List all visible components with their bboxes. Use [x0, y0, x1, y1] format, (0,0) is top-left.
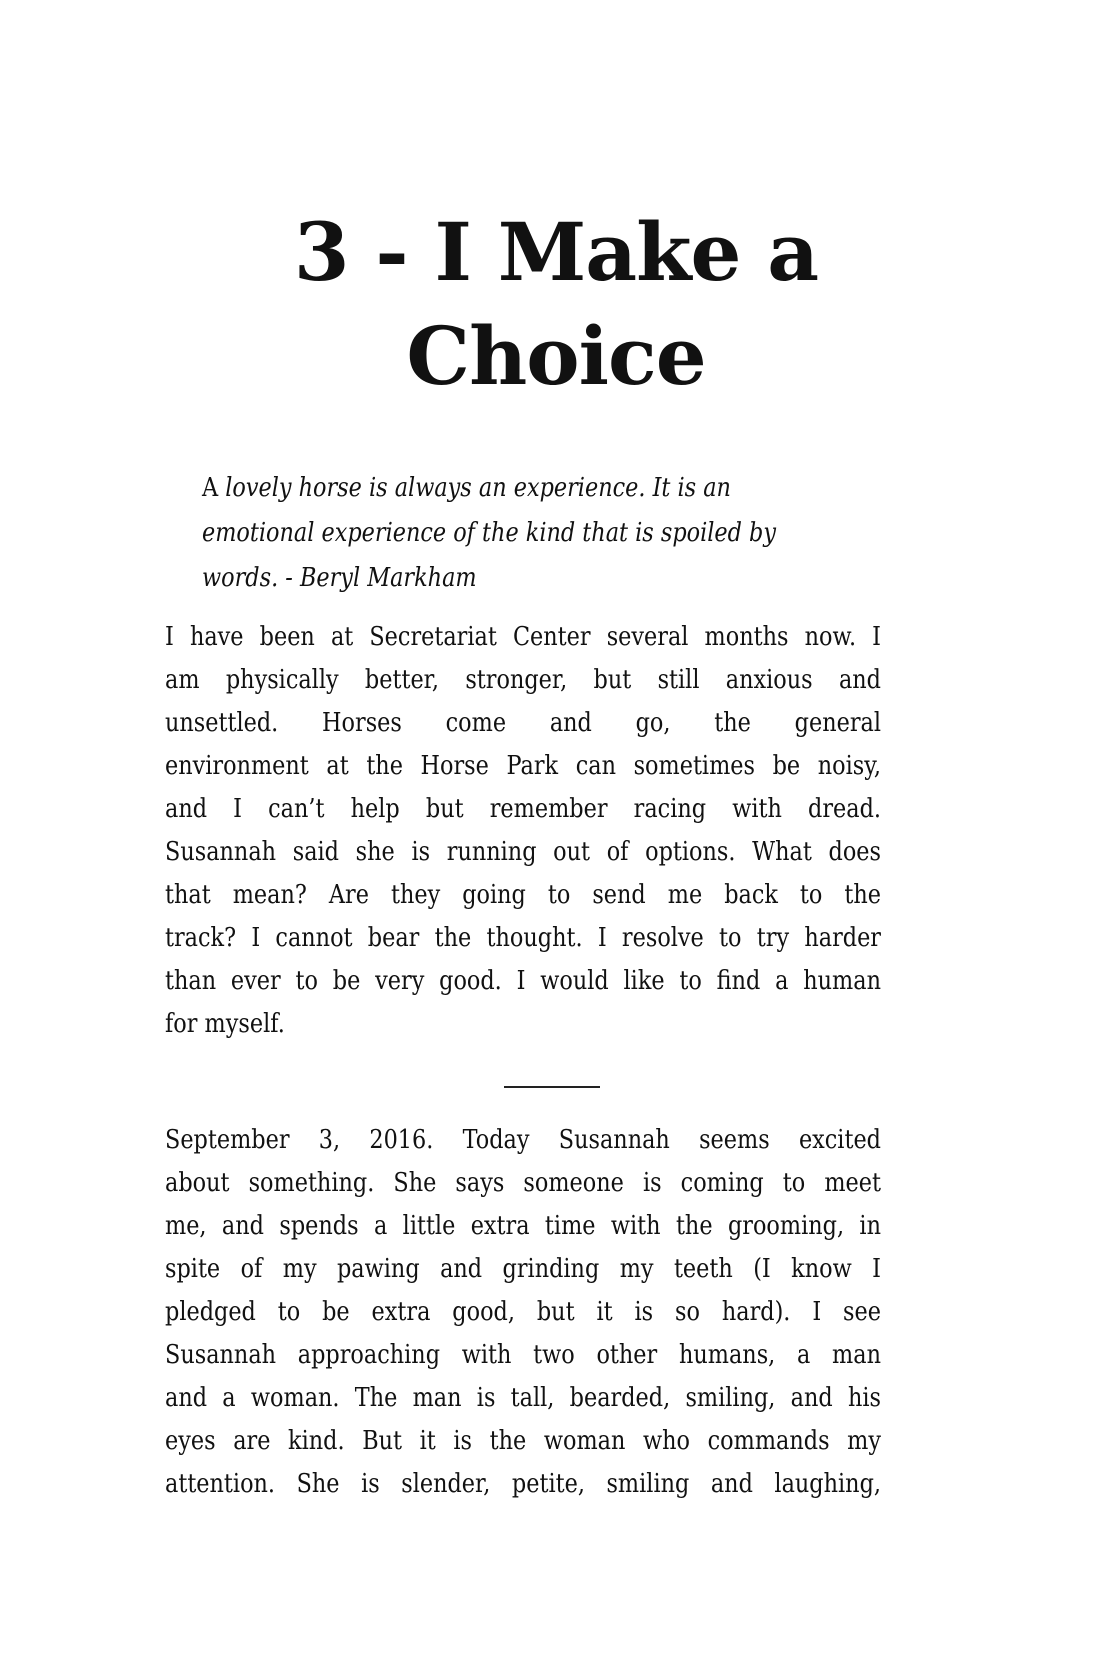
text-line-content: Susannah said she is running out of options. What does [165, 837, 881, 867]
epigraph-line: emotional experience of the kind that is spoiled by [202, 518, 777, 548]
text-line [165, 1248, 881, 1291]
text-line-content: environment at the Horse Park can sometimes be noisy, [165, 751, 882, 781]
epigraph [202, 466, 882, 601]
text-line [165, 917, 881, 960]
text-line-content: track? I cannot bear the thought. I resolve to try harder [165, 923, 882, 953]
text-line [165, 960, 881, 1003]
epigraph-line: words. - Beryl Markham [202, 563, 477, 593]
epigraph-lead: A [202, 473, 219, 503]
text-line [165, 1119, 881, 1162]
text-line [165, 616, 881, 659]
text-line-content: unsettled. Horses come and go, the general [165, 708, 882, 738]
text-line [165, 1162, 881, 1205]
chapter-title-line: 3 - I Make a [293, 205, 819, 299]
paragraph-1 [165, 616, 881, 1046]
text-line [165, 1003, 881, 1046]
chapter-title [0, 200, 1112, 408]
epigraph-text: lovely horse is always an experience. It is an [218, 473, 731, 503]
text-line-content: pledged to be extra good, but it is so hard). I see [165, 1297, 881, 1327]
section-separator [504, 1086, 600, 1088]
text-line [165, 1205, 881, 1248]
paragraph-2 [165, 1119, 881, 1506]
text-line-content: for myself. [165, 1009, 285, 1039]
text-line-content: Susannah approaching with two other humans, a man [165, 1340, 882, 1370]
text-line [165, 702, 881, 745]
text-line-content: and I can’t help but remember racing with dread. [165, 794, 882, 824]
text-line [165, 1291, 881, 1334]
text-line [165, 745, 881, 788]
text-line [165, 659, 881, 702]
separator-text [504, 1086, 505, 1087]
text-line-content: that mean? Are they going to send me back to the [165, 880, 882, 910]
text-line [165, 1334, 881, 1377]
text-line-content: than ever to be very good. I would like to find a human [165, 966, 882, 996]
epigraph-line [202, 466, 787, 511]
text-line [165, 874, 881, 917]
text-line-content: eyes are kind. But it is the woman who commands my [165, 1426, 882, 1456]
text-line-content: attention. She is slender, petite, smiling and laughing, [165, 1469, 882, 1499]
text-line [165, 1377, 881, 1420]
text-line [165, 1463, 881, 1506]
chapter-title-line: Choice [406, 309, 706, 403]
text-line-content: I have been at Secretariat Center several months now. I [165, 622, 882, 652]
text-line-content: am physically better, stronger, but still anxious and [165, 665, 881, 695]
text-line-content: spite of my pawing and grinding my teeth (I know I [165, 1254, 882, 1284]
text-line-content: September 3, 2016. Today Susannah seems excited [165, 1125, 881, 1155]
text-line-content: me, and spends a little extra time with the grooming, in [165, 1211, 881, 1241]
text-line-content: and a woman. The man is tall, bearded, smiling, and his [165, 1383, 882, 1413]
text-line-content: about something. She says someone is coming to meet [165, 1168, 881, 1198]
text-line [165, 1420, 881, 1463]
text-line [165, 788, 881, 831]
text-line [165, 831, 881, 874]
